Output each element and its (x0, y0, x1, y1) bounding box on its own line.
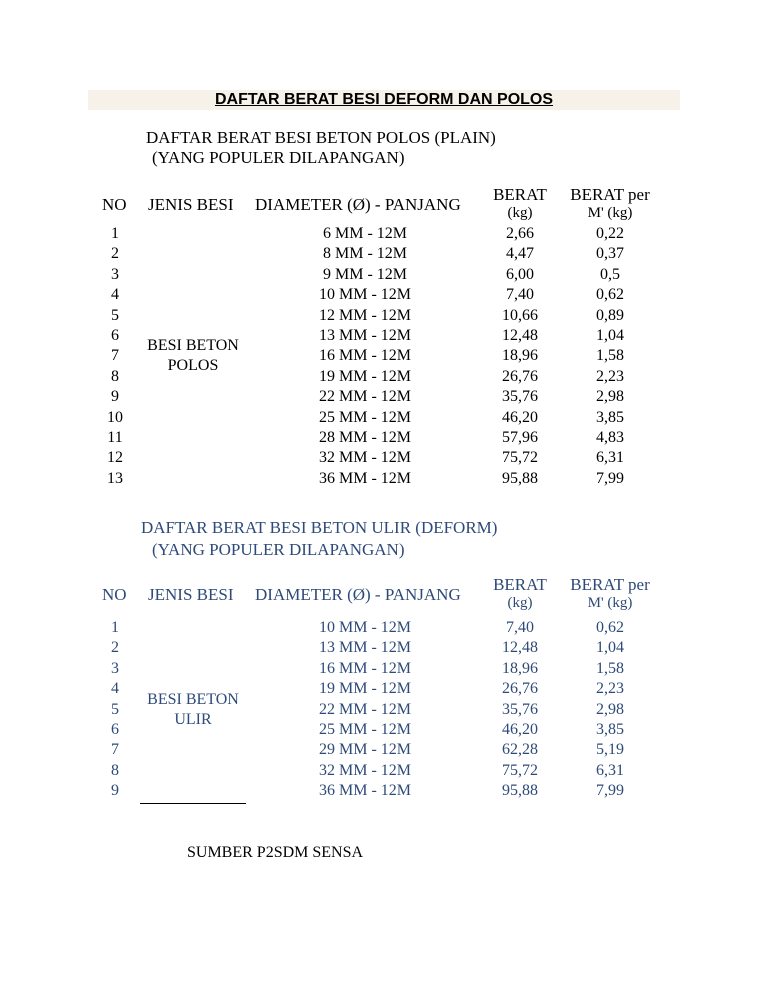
plain-col-no (95, 224, 135, 489)
plain-row-berat-m: 0,62 (596, 286, 624, 304)
plain-jenis-line1: BESI BETON (147, 337, 239, 354)
deform-header-berat-m-line1: BERAT per (570, 575, 650, 594)
deform-row-berat-m: 1,58 (596, 659, 624, 677)
deform-col-berat-m (570, 618, 650, 802)
plain-jenis-besi (136, 336, 250, 376)
plain-row-diameter: 25 MM - 12M (318, 408, 411, 426)
deform-header-berat-line2: (kg) (507, 595, 533, 611)
plain-row-berat-m: 0,5 (600, 265, 620, 283)
plain-header-no: NO (102, 195, 127, 214)
plain-col-berat (480, 224, 560, 489)
plain-header-jenis: JENIS BESI (148, 195, 234, 214)
deform-row-berat: 46,20 (502, 721, 538, 739)
deform-header-berat (480, 575, 560, 613)
plain-row-diameter: 13 MM - 12M (318, 327, 411, 345)
plain-row-berat-m: 3,85 (596, 408, 624, 426)
plain-section-subtitle: (YANG POPULER DILAPANGAN) (152, 148, 405, 167)
deform-row-diameter: 22 MM - 12M (318, 700, 411, 718)
plain-row-diameter: 36 MM - 12M (318, 469, 411, 487)
document-title-bar (88, 90, 680, 110)
plain-row-diameter: 9 MM - 12M (322, 265, 407, 283)
deform-header-jenis: JENIS BESI (148, 585, 234, 604)
deform-jenis-line1: BESI BETON (147, 691, 239, 708)
deform-row-berat: 26,76 (502, 680, 538, 698)
plain-row-berat: 4,47 (506, 245, 534, 263)
plain-row-berat: 75,72 (502, 449, 538, 467)
plain-row-no: 12 (107, 449, 123, 467)
plain-row-no: 6 (111, 327, 119, 345)
deform-section-title: DAFTAR BERAT BESI BETON ULIR (DEFORM) (141, 518, 498, 537)
deform-header-berat-m (560, 575, 660, 613)
plain-header-berat (480, 185, 560, 223)
plain-row-berat-m: 0,22 (596, 225, 624, 242)
plain-row-no: 11 (107, 429, 123, 447)
plain-row-no: 10 (107, 408, 123, 426)
deform-row-no: 1 (111, 619, 119, 636)
plain-row-berat-m: 2,98 (596, 388, 624, 406)
plain-row-no: 5 (111, 306, 119, 324)
deform-header-no: NO (102, 585, 127, 604)
plain-header-berat-m-line1: BERAT per (570, 185, 650, 204)
deform-row-berat-m: 3,85 (596, 721, 624, 739)
plain-row-berat: 18,96 (502, 347, 538, 365)
plain-row-berat-m: 7,99 (596, 469, 624, 487)
deform-col-no (95, 618, 135, 802)
plain-row-berat-m: 6,31 (596, 449, 624, 467)
plain-row-no: 8 (111, 367, 119, 385)
plain-row-berat-m: 0,89 (596, 306, 624, 324)
plain-row-diameter: 28 MM - 12M (318, 429, 411, 447)
deform-col-berat (480, 618, 560, 802)
plain-row-diameter: 32 MM - 12M (318, 449, 411, 467)
plain-row-berat: 46,20 (502, 408, 538, 426)
deform-row-diameter: 32 MM - 12M (318, 761, 411, 779)
plain-row-berat: 26,76 (502, 367, 538, 385)
deform-row-berat-m: 2,23 (596, 680, 624, 698)
plain-jenis-line2: POLOS (167, 357, 219, 374)
deform-row-berat: 35,76 (502, 700, 538, 718)
plain-row-berat: 35,76 (502, 388, 538, 406)
plain-row-no: 4 (111, 286, 119, 304)
deform-jenis-besi (136, 690, 250, 730)
plain-row-diameter: 12 MM - 12M (318, 306, 411, 324)
deform-row-diameter: 29 MM - 12M (318, 741, 411, 759)
deform-row-no: 2 (111, 639, 119, 657)
plain-header-berat-m (560, 185, 660, 223)
plain-row-berat: 12,48 (502, 327, 538, 345)
table-divider (140, 803, 246, 804)
deform-row-no: 6 (111, 721, 119, 739)
plain-header-berat-line1: BERAT (493, 185, 547, 204)
plain-col-berat-m (570, 224, 650, 489)
deform-row-no: 3 (111, 659, 119, 677)
deform-row-berat-m: 5,19 (596, 741, 624, 759)
plain-row-diameter: 19 MM - 12M (318, 367, 411, 385)
deform-row-diameter: 19 MM - 12M (318, 680, 411, 698)
deform-row-diameter: 25 MM - 12M (318, 721, 411, 739)
plain-header-berat-line2: (kg) (507, 205, 533, 221)
plain-row-berat-m: 0,37 (596, 245, 624, 263)
plain-header-berat-m-line2: M' (kg) (587, 205, 633, 221)
deform-row-no: 7 (111, 741, 119, 759)
deform-row-diameter: 36 MM - 12M (318, 782, 411, 800)
deform-row-no: 4 (111, 680, 119, 698)
plain-row-diameter: 22 MM - 12M (318, 388, 411, 406)
plain-row-diameter: 6 MM - 12M (322, 225, 407, 242)
deform-row-berat-m: 0,62 (596, 619, 624, 636)
plain-row-diameter: 10 MM - 12M (318, 286, 411, 304)
deform-row-berat: 12,48 (502, 639, 538, 657)
plain-row-berat-m: 1,04 (596, 327, 624, 345)
deform-row-berat-m: 7,99 (596, 782, 624, 800)
deform-row-no: 8 (111, 761, 119, 779)
plain-row-diameter: 8 MM - 12M (322, 245, 407, 263)
deform-row-no: 9 (111, 782, 119, 800)
deform-row-berat-m: 1,04 (596, 639, 624, 657)
plain-row-berat-m: 1,58 (596, 347, 624, 365)
plain-row-no: 9 (111, 388, 119, 406)
plain-row-no: 2 (111, 245, 119, 263)
plain-row-berat: 95,88 (502, 469, 538, 487)
plain-row-berat-m: 2,23 (596, 367, 624, 385)
plain-row-no: 1 (111, 225, 119, 242)
deform-row-berat: 75,72 (502, 761, 538, 779)
deform-col-diameter (290, 618, 440, 802)
plain-row-diameter: 16 MM - 12M (318, 347, 411, 365)
plain-col-diameter (290, 224, 440, 489)
deform-row-diameter: 13 MM - 12M (318, 639, 411, 657)
plain-row-berat: 7,40 (506, 286, 534, 304)
deform-row-berat: 7,40 (506, 619, 534, 636)
source-note: SUMBER P2SDM SENSA (187, 844, 364, 861)
deform-row-berat: 62,28 (502, 741, 538, 759)
deform-header-berat-line1: BERAT (493, 575, 547, 594)
deform-row-diameter: 10 MM - 12M (318, 619, 411, 636)
deform-row-berat-m: 6,31 (596, 761, 624, 779)
plain-row-no: 13 (107, 469, 123, 487)
deform-section-subtitle: (YANG POPULER DILAPANGAN) (152, 540, 405, 559)
plain-row-no: 7 (111, 347, 119, 365)
plain-header-diameter: DIAMETER (Ø) - PANJANG (255, 195, 461, 214)
deform-row-diameter: 16 MM - 12M (318, 659, 411, 677)
plain-section-title: DAFTAR BERAT BESI BETON POLOS (PLAIN) (146, 128, 496, 147)
plain-row-berat: 10,66 (502, 306, 538, 324)
plain-row-no: 3 (111, 265, 119, 283)
document-title: DAFTAR BERAT BESI DEFORM DAN POLOS (214, 91, 554, 108)
plain-row-berat: 57,96 (502, 429, 538, 447)
deform-jenis-line2: ULIR (174, 711, 212, 728)
deform-row-no: 5 (111, 700, 119, 718)
deform-header-berat-m-line2: M' (kg) (587, 595, 633, 611)
deform-row-berat: 18,96 (502, 659, 538, 677)
deform-header-diameter: DIAMETER (Ø) - PANJANG (255, 585, 461, 604)
deform-row-berat: 95,88 (502, 782, 538, 800)
deform-row-berat-m: 2,98 (596, 700, 624, 718)
plain-row-berat: 6,00 (506, 265, 534, 283)
plain-row-berat-m: 4,83 (596, 429, 624, 447)
plain-row-berat: 2,66 (506, 225, 534, 242)
